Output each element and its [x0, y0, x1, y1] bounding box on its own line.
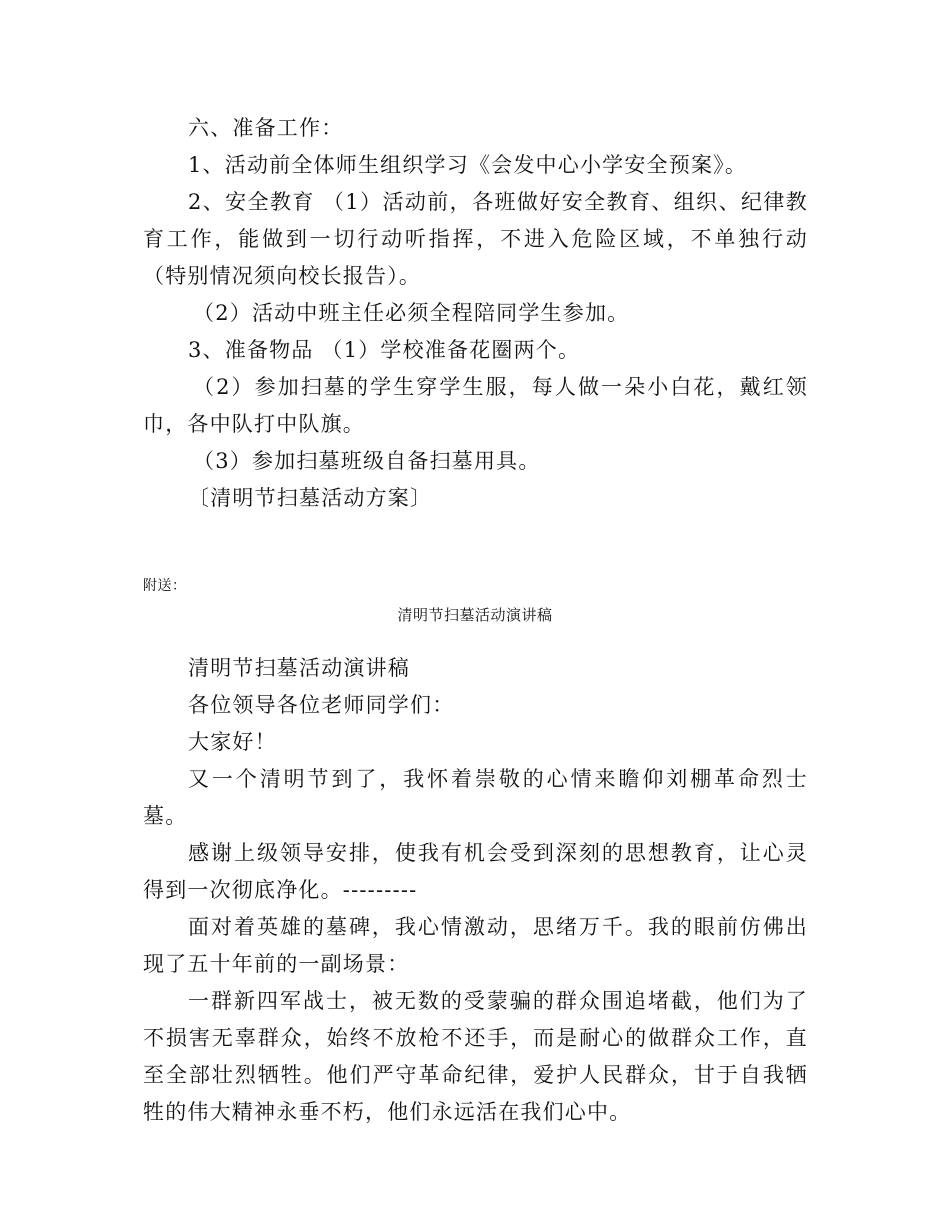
- paragraph: 2、安全教育 （1）活动前，各班做好安全教育、组织、纪律教育工作，能做到一切行动听指挥，不进入危险区域，不单独行动（特别情况须向校长报告）。: [143, 190, 808, 288]
- paragraph: （2）参加扫墓的学生穿学生服，每人做一朵小白花，戴红领巾，各中队打中队旗。: [143, 375, 808, 436]
- paragraph: （2）活动中班主任必须全程陪同学生参加。: [193, 301, 630, 325]
- paragraph: 3、准备物品 （1）学校准备花圈两个。: [188, 338, 581, 362]
- speech-hello: 大家好！: [188, 730, 277, 754]
- section-footer: 〔清明节扫墓活动方案〕: [188, 486, 433, 510]
- paragraph: 一群新四军战士，被无数的受蒙骗的群众围追堵截，他们为了不损害无辜群众，始终不放枪不还手，而是耐心的做群众工作，直至全部壮烈牺牲。他们严守革命纪律，爱护人民群众，甘于自我牺牲的伟大精神永垂不朽，他们永远活在我们心中。: [143, 989, 808, 1124]
- appendix-label: 附送：: [143, 578, 187, 594]
- appendix-label-block: [143, 575, 808, 597]
- appendix-title: 清明节扫墓活动演讲稿: [397, 606, 553, 624]
- paragraph: （3）参加扫墓班级自备扫墓用具。: [193, 449, 541, 473]
- paragraph: 又一个清明节到了，我怀着崇敬的心情来瞻仰刘棚革命烈士墓。: [143, 767, 808, 828]
- preparation-section: [143, 110, 808, 517]
- paragraph: 1、活动前全体师生组织学习《会发中心小学安全预案》。: [188, 153, 748, 177]
- paragraph: 感谢上级领导安排，使我有机会受到深刻的思想教育，让心灵得到一次彻底净化。---------: [143, 841, 808, 902]
- paragraph: 面对着英雄的墓碑，我心情激动，思绪万千。我的眼前仿佛出现了五十年前的一副场景：: [143, 915, 808, 976]
- speech-title: 清明节扫墓活动演讲稿: [188, 656, 410, 680]
- section-heading: 六、准备工作：: [188, 116, 344, 140]
- speech-section: [143, 650, 808, 1131]
- speech-greeting: 各位领导各位老师同学们：: [188, 693, 455, 717]
